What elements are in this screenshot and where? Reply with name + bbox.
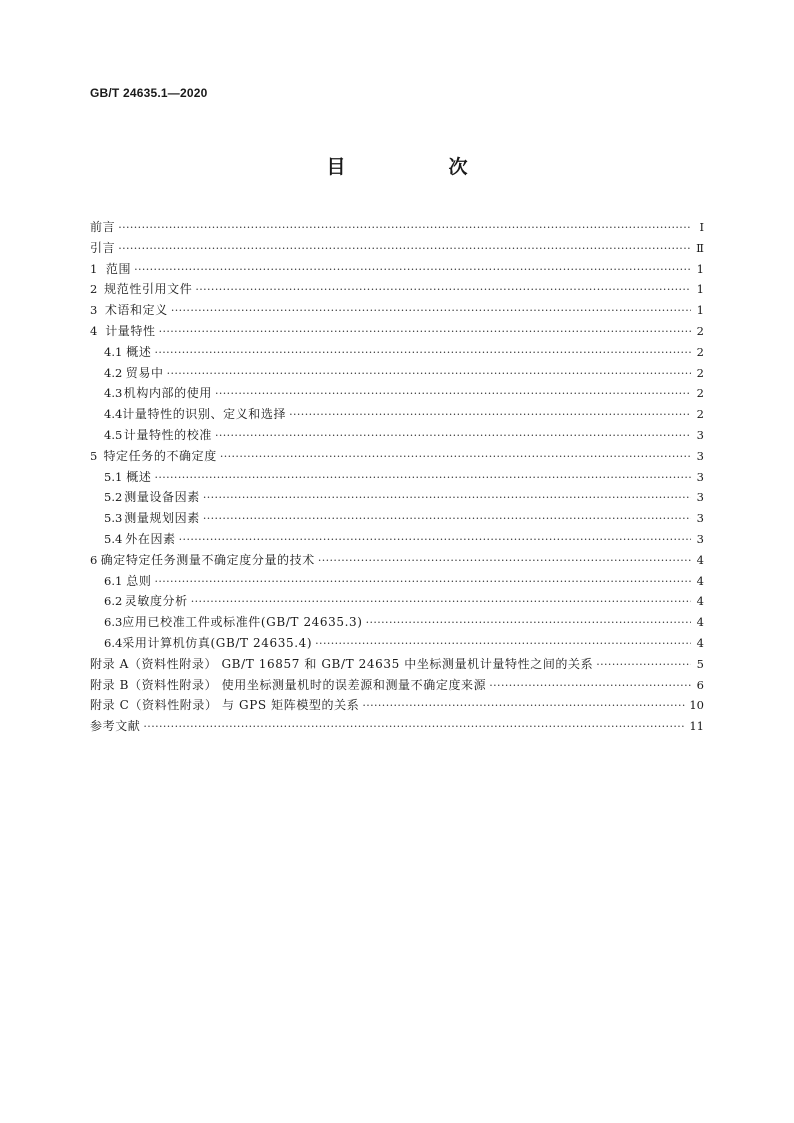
toc-page-number: 1 [696,261,704,276]
toc-entry-number: 4.4 [104,407,123,422]
toc-dot-leader [143,717,686,737]
toc-page-number: 4 [696,636,704,650]
toc-entry-label: 机构内部的使用 [123,386,212,401]
toc-entry-number: 4.3 [104,386,123,401]
toc-entry[interactable] [104,342,704,362]
toc-entry-label: 灵敏度分析 [124,594,188,609]
toc-dot-leader [315,634,691,654]
toc-dot-leader [195,280,691,300]
toc-page-number: 3 [696,511,704,526]
toc-entry-label: 应用已校准工件或标准件(GB/T 24635.3) [122,615,363,630]
toc-entry[interactable] [104,508,704,528]
toc-dot-leader [167,364,691,384]
toc-entry-number: 6.1 [104,573,123,588]
toc-page-number: Ⅰ [699,220,704,234]
toc-entry[interactable] [90,654,704,674]
toc-dot-leader [318,551,691,571]
toc-entry[interactable] [90,446,704,466]
toc-page-number: 2 [696,365,704,380]
toc-page-number: Ⅱ [696,240,704,255]
toc-entry[interactable] [90,695,704,715]
toc-dot-leader [154,572,691,592]
toc-page-number: 11 [689,719,704,734]
toc-entry-number: 6.4 [104,636,123,650]
toc-entry-label: 规范性引用文件 [104,282,193,297]
toc-dot-leader [134,260,691,280]
toc-entry-label: 外在因素 [125,532,176,546]
toc-dot-leader [289,405,691,425]
toc-entry-number: 5.4 [104,532,123,546]
toc-entry-number: 5.2 [104,490,123,505]
toc-page-number: 4 [696,615,704,630]
toc-entry[interactable] [90,300,704,320]
toc-dot-leader [154,343,691,363]
toc-entry-label: 附录 A（资料性附录） GB/T 16857 和 GB/T 24635 中坐标测量机计量特性之间的关系 [90,656,594,671]
toc-dot-leader [596,655,691,675]
toc-entry-label: 确定特定任务测量不确定度分量的技术 [100,552,315,567]
toc-entry[interactable] [104,571,704,591]
toc-dot-leader [215,384,691,404]
toc-page-number: 5 [696,656,704,671]
toc-entry[interactable] [104,633,704,653]
toc-page-number: 3 [696,469,704,484]
toc-page-number: 3 [696,532,704,546]
toc-entry-number: 5 [90,448,98,463]
toc-entry[interactable] [104,591,704,611]
toc-entry-number: 2 [90,282,98,297]
toc-dot-leader [191,592,691,612]
toc-entry-label: 附录 C（资料性附录） 与 GPS 矩阵模型的关系 [90,698,360,713]
toc-page-number: 4 [696,573,704,588]
toc-page-number: 1 [696,303,704,318]
toc-entry-number: 5.1 [104,469,123,484]
toc-entry-label: 附录 B（资料性附录） 使用坐标测量机时的误差源和测量不确定度来源 [90,677,487,692]
toc-page-number: 3 [696,490,704,505]
toc-entry-label: 测量设备因素 [124,490,200,505]
toc-page-number: 3 [696,428,704,442]
toc-entry-number: 4.1 [104,344,123,359]
toc-entry-label: 前言 [90,220,116,234]
toc-entry-label: 计量特性的识别、定义和选择 [122,407,287,422]
toc-entry[interactable] [104,467,704,487]
toc-entry[interactable] [104,363,704,383]
toc-entry-number: 3 [90,303,98,318]
toc-entry[interactable] [104,404,704,424]
toc-dot-leader [366,613,691,633]
toc-entry-label: 概述 [126,344,152,359]
toc-entry-label: 术语和定义 [104,303,168,318]
toc-dot-leader [362,696,686,716]
page-title: 目 次 [326,156,510,178]
toc-entry-label: 测量规划因素 [124,511,200,526]
toc-dot-leader [489,676,691,696]
toc-dot-leader [220,447,691,467]
toc-entry-number: 4.2 [104,365,123,380]
toc-entry[interactable] [90,675,704,695]
toc-entry-number: 5.3 [104,511,123,526]
toc-page-number: 3 [696,448,704,463]
toc-entry[interactable] [104,425,704,445]
toc-page-number: 2 [696,324,704,338]
toc-entry[interactable] [90,259,704,279]
toc-dot-leader [118,239,691,259]
standard-code: GB/T 24635.1—2020 [90,86,208,100]
toc-page-number: 2 [696,344,704,359]
toc-dot-leader [171,301,691,321]
toc-entry-label: 计量特性 [105,324,156,338]
toc-dot-leader [159,322,691,342]
toc-page-number: 1 [696,282,704,297]
toc-entry[interactable] [104,612,704,632]
toc-entry[interactable] [90,279,704,299]
toc-entry-label: 特定任务的不确定度 [103,448,217,463]
toc-dot-leader [215,426,691,446]
toc-entry-label: 采用计算机仿真(GB/T 24635.4) [122,636,313,650]
toc-dot-leader [179,530,691,550]
toc-entry-number: 1 [90,261,98,276]
toc-entry-label: 贸易中 [125,365,164,380]
toc-entry-label: 范围 [105,261,132,276]
toc-dot-leader [118,218,691,238]
toc-entry-number: 6 [90,552,98,567]
toc-entry[interactable] [104,383,704,403]
toc-entry-label: 概述 [126,469,152,484]
toc-entry[interactable] [90,321,704,341]
toc-page-number: 4 [696,552,704,567]
toc-page-number: 6 [696,677,704,692]
toc-page-number: 4 [696,594,704,609]
toc-dot-leader [203,509,691,529]
toc-page-number: 10 [689,698,704,713]
toc-entry-number: 4.5 [104,428,123,442]
toc-entry[interactable] [90,238,704,258]
toc-entry-label: 引言 [90,240,116,255]
toc-entry[interactable] [90,550,704,570]
toc-entry[interactable] [104,529,704,549]
toc-entry[interactable] [90,716,704,736]
toc-entry[interactable] [90,217,704,237]
toc-entry-number: 6.3 [104,615,123,630]
toc-dot-leader [154,468,691,488]
toc-entry-label: 总则 [126,573,152,588]
toc-dot-leader [203,488,691,508]
toc-entry-label: 计量特性的校准 [123,428,212,442]
toc-entry-number: 6.2 [104,594,123,609]
toc-page-number: 2 [696,407,704,422]
toc-entry-number: 4 [90,324,98,338]
toc-page-number: 2 [696,386,704,401]
toc-entry[interactable] [104,487,704,507]
toc-entry-label: 参考文献 [90,719,141,734]
